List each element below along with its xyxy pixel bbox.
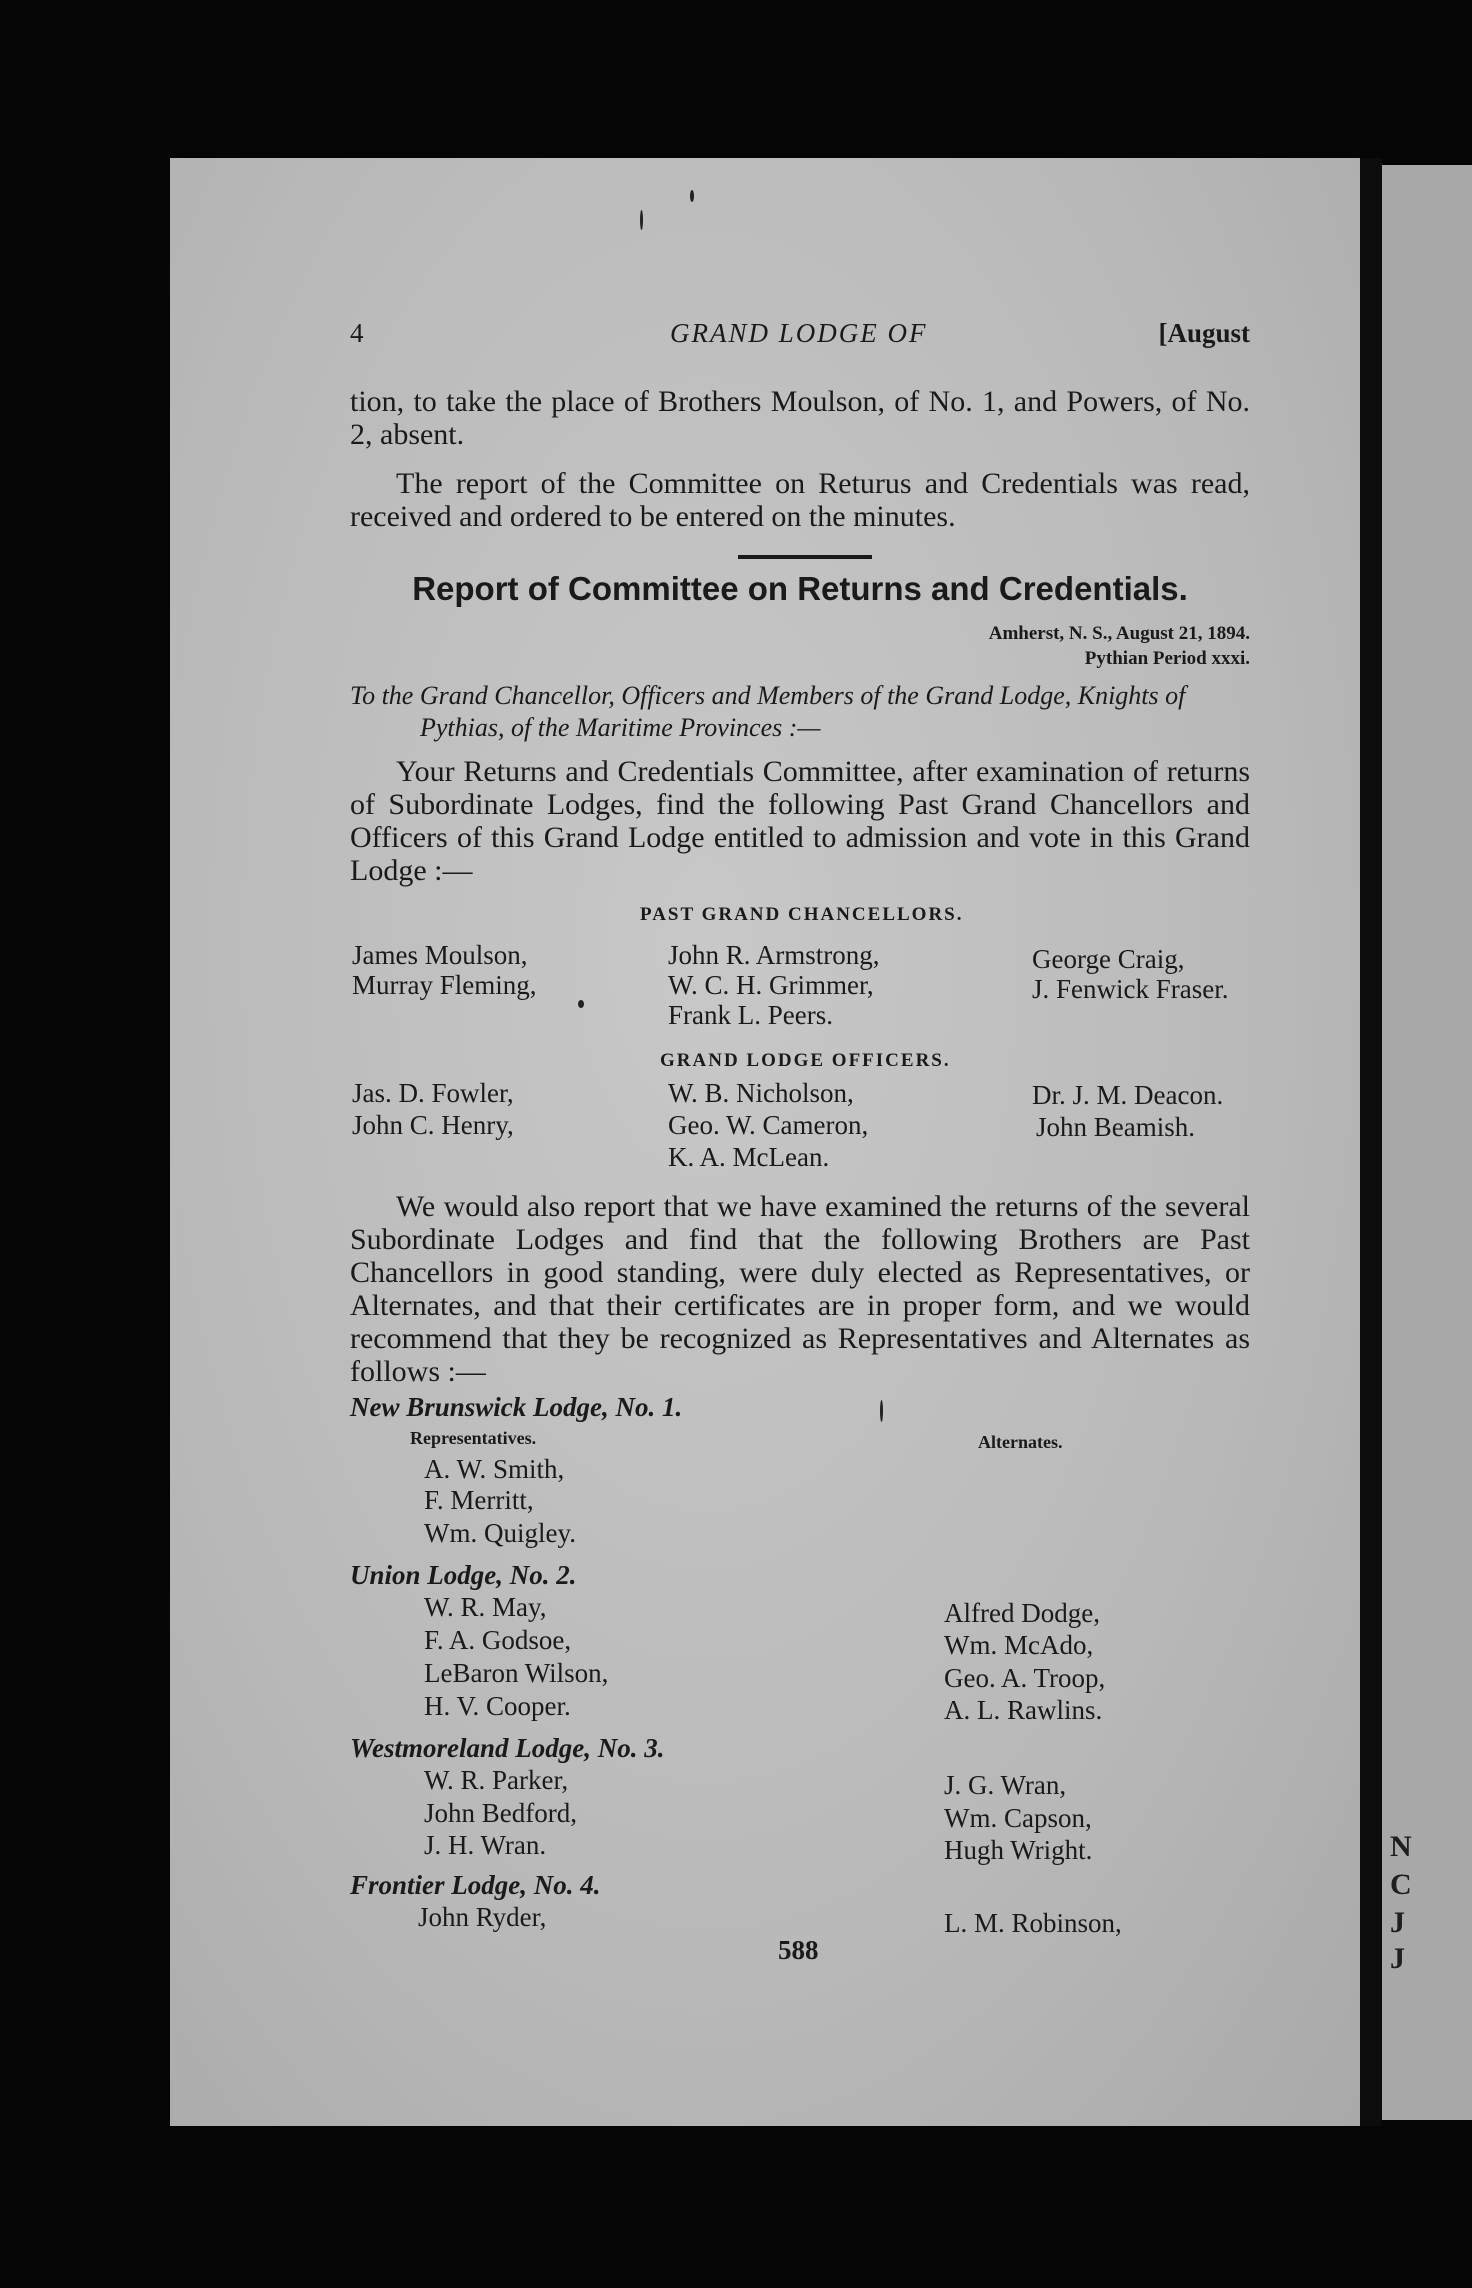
- representatives-label: Representatives.: [410, 1428, 537, 1448]
- pgc-name: J. Fenwick Fraser.: [1032, 974, 1229, 1004]
- facing-page-fragment: C: [1390, 1868, 1412, 1901]
- scan-speck: [640, 210, 643, 230]
- paragraph-committee-findings: Your Returns and Credentials Committee, after examination of returns of Subordinate Lodges, find the following Past Grand Chancellors and Officers of this Grand Lodge entitled to admission and vote in this Grand Lodge :—: [350, 755, 1250, 887]
- representative-name: W. R. Parker,: [424, 1765, 569, 1795]
- paragraph-representatives: We would also report that we have examined the returns of the several Subordinate Lodges and find that the following Brothers are Past Chancellors in good standing, were duly elected as Representatives, or Alternates, and that their certificates are in proper form, and we would recommend that they be recognized as Representatives and Alternates as follows :—: [350, 1190, 1250, 1388]
- lodge-name: Westmoreland Lodge, No. 3.: [350, 1733, 665, 1763]
- paragraph-continuation: tion, to take the place of Brothers Moulson, of No. 1, and Powers, of No. 2, absent.: [350, 385, 1250, 451]
- alternate-name: Wm. Capson,: [944, 1803, 1092, 1833]
- representative-name: Wm. Quigley.: [424, 1518, 576, 1548]
- pgc-name: W. C. H. Grimmer,: [668, 970, 874, 1000]
- glo-name: Jas. D. Fowler,: [352, 1078, 514, 1108]
- running-title: GRAND LODGE OF: [670, 318, 928, 348]
- glo-name: Geo. W. Cameron,: [668, 1110, 869, 1140]
- past-grand-chancellors-label: PAST GRAND CHANCELLORS.: [640, 904, 964, 925]
- alternate-name: J. G. Wran,: [944, 1770, 1067, 1800]
- lodge-name: Union Lodge, No. 2.: [350, 1560, 577, 1590]
- page-number: 4: [350, 318, 364, 348]
- glo-name: John C. Henry,: [352, 1110, 514, 1140]
- lodge-name: New Brunswick Lodge, No. 1.: [350, 1392, 683, 1422]
- representative-name: H. V. Cooper.: [424, 1691, 571, 1721]
- address-line-1: To the Grand Chancellor, Officers and Members of the Grand Lodge, Knights of: [350, 681, 1186, 710]
- report-heading: Report of Committee on Returns and Credentials.: [412, 570, 1188, 607]
- representative-name: J. H. Wran.: [424, 1830, 547, 1860]
- pgc-name: John R. Armstrong,: [668, 940, 880, 970]
- pgc-name: Murray Fleming,: [352, 970, 537, 1000]
- alternate-name: Hugh Wright.: [944, 1835, 1093, 1865]
- pgc-name: Frank L. Peers.: [668, 1000, 833, 1030]
- glo-name: K. A. McLean.: [668, 1142, 830, 1172]
- dateline-period: Pythian Period xxxi.: [1084, 648, 1250, 669]
- report-address: [350, 680, 1250, 744]
- facing-page-fragment: J: [1390, 1906, 1405, 1939]
- glo-name: Dr. J. M. Deacon.: [1032, 1080, 1224, 1110]
- representative-name: John Bedford,: [424, 1798, 577, 1828]
- representative-name: John Ryder,: [418, 1902, 547, 1932]
- representative-name: W. R. May,: [424, 1592, 547, 1622]
- section-rule: [738, 555, 872, 559]
- lodge-name: Frontier Lodge, No. 4.: [350, 1870, 601, 1900]
- representative-name: A. W. Smith,: [424, 1454, 565, 1484]
- folio-number: 588: [778, 1935, 819, 1965]
- alternate-name: L. M. Robinson,: [944, 1908, 1122, 1938]
- scan-speck: [690, 190, 694, 202]
- book-spine: [1360, 158, 1382, 2126]
- alternates-label: Alternates.: [978, 1432, 1063, 1452]
- representative-name: LeBaron Wilson,: [424, 1658, 609, 1688]
- grand-lodge-officers-label: GRAND LODGE OFFICERS.: [660, 1050, 951, 1071]
- alternate-name: Alfred Dodge,: [944, 1598, 1100, 1628]
- scan-speck: [880, 1400, 883, 1422]
- glo-name: John Beamish.: [1036, 1112, 1195, 1142]
- address-line-2: Pythias, of the Maritime Provinces :—: [420, 713, 821, 742]
- running-month: [August: [1158, 318, 1250, 348]
- pgc-name: George Craig,: [1032, 944, 1185, 974]
- representative-name: F. Merritt,: [424, 1485, 534, 1515]
- alternate-name: Geo. A. Troop,: [944, 1663, 1106, 1693]
- glo-name: W. B. Nicholson,: [668, 1078, 854, 1108]
- alternate-name: Wm. McAdo,: [944, 1630, 1094, 1660]
- running-head: [350, 318, 1250, 358]
- paragraph-report-read: The report of the Committee on Returus and Credentials was read, received and ordered to be entered on the minutes.: [350, 467, 1250, 533]
- alternate-name: A. L. Rawlins.: [944, 1695, 1103, 1725]
- facing-page-fragment: J: [1390, 1942, 1405, 1975]
- scan-speck: [578, 1000, 584, 1008]
- pgc-name: James Moulson,: [352, 940, 528, 970]
- representative-name: F. A. Godsoe,: [424, 1625, 572, 1655]
- dateline-place: Amherst, N. S., August 21, 1894.: [988, 623, 1250, 644]
- facing-page-fragment: N: [1390, 1830, 1412, 1863]
- facing-page-edge: [1382, 165, 1472, 2120]
